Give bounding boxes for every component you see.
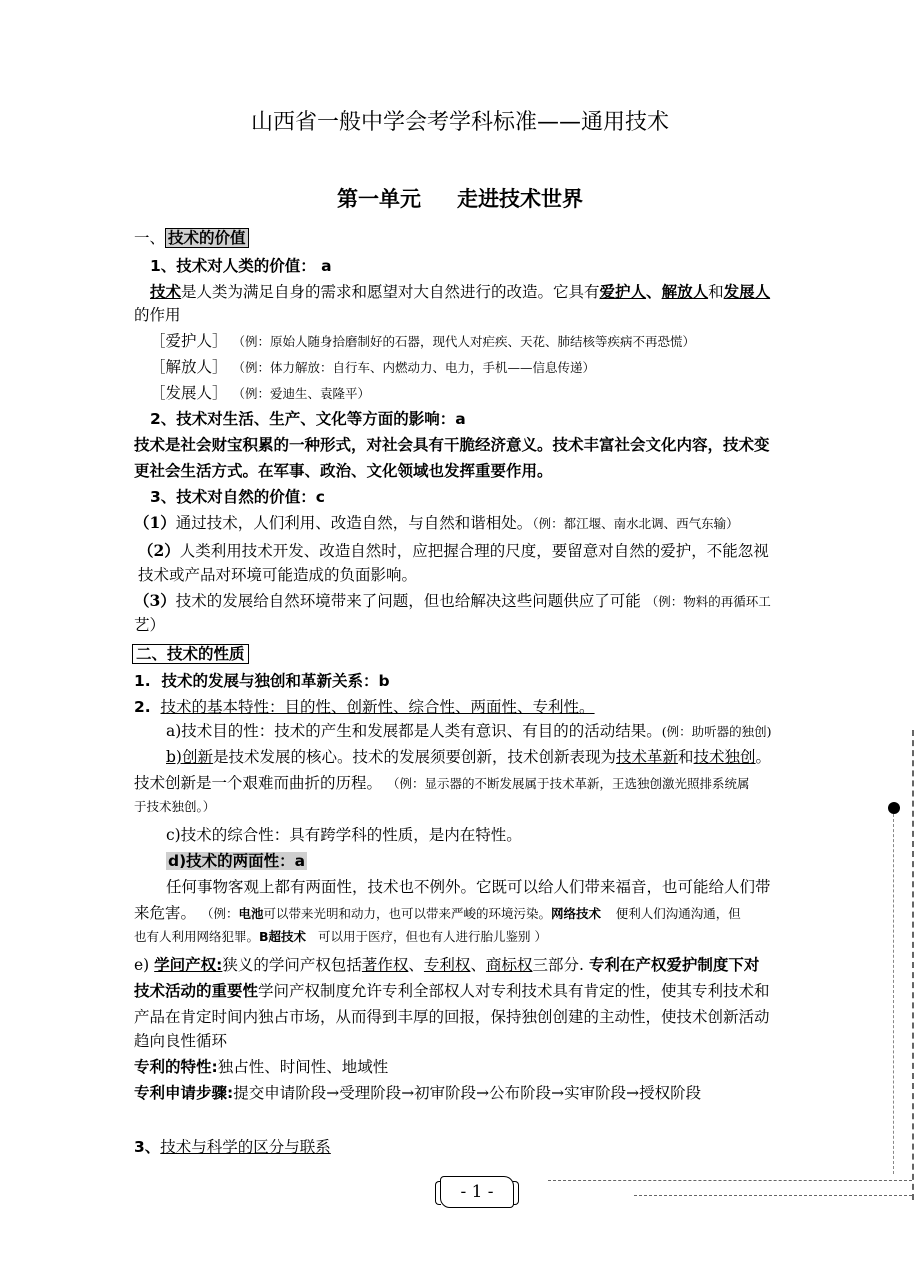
example-protect: ［爱护人］ （例：原始人随身拾磨制好的石器，现代人对疟疾、天花、肺结核等疾病不再恐慌） (150, 332, 695, 350)
trait-comprehensive: c)技术的综合性：具有跨学科的性质，是内在特性。 (166, 826, 522, 844)
margin-dashed-line (893, 814, 894, 1174)
paragraph-line: 技术是社会财宝积累的一种形式，对社会具有干脆经济意义。技术丰富社会文化内容，技术变 (134, 435, 770, 454)
footer-dashed-line (548, 1180, 912, 1181)
paragraph-line: 任何事物客观上都有两面性，技术也不例外。它既可以给人们带来福音，也可能给人们带 (166, 878, 771, 896)
example-liberate: ［解放人］ （例：体力解放：自行车、内燃动力、电力，手机——信息传递） (150, 358, 595, 376)
patent-features: 专利的特性:独占性、时间性、地域性 (134, 1058, 389, 1076)
subheading-1-2: 2、技术对生活、生产、文化等方面的影响：a (150, 410, 466, 428)
margin-dot-icon (888, 802, 900, 814)
paragraph-line: 技术或产品对环境可能造成的负面影响。 (138, 566, 418, 584)
paragraph-line: 也有人利用网络犯罪。B超技术 可以用于医疗，但也有人进行胎儿鉴别 ） (134, 929, 547, 944)
example-develop: ［发展人］ （例：爱迪生、袁隆平） (150, 384, 370, 402)
paragraph-line: 技术创新是一个艰难而曲折的历程。 （例：显示器的不断发展属于技术革新，王选独创激光照排系统属 (134, 774, 750, 792)
paragraph-line: 更社会生活方式。在军事、政治、文化领域也发挥重要作用。 (134, 461, 553, 480)
paragraph-line: 技术活动的重要性学问产权制度允许专利全部权人对专利技术具有肯定的性，使其专利技术和 (134, 982, 770, 1000)
unit-name: 走进技术世界 (457, 187, 583, 211)
trait-innovation: b)创新是技术发展的核心。技术的发展须要创新，技术创新表现为技术革新和技术独创。 (166, 748, 772, 766)
section1-title: 技术的价值 (165, 228, 249, 248)
unit-heading (0, 184, 920, 214)
item-2-2: 2. 技术的基本特性：目的性、创新性、综合性、两面性、专利性。 (134, 698, 595, 716)
unit-number: 第一单元 (337, 187, 421, 211)
section1-heading: 一、 技术的价值 (134, 227, 249, 249)
document-title: 山西省一般中学会考学科标准——通用技术 (250, 110, 669, 135)
paragraph-line: 产品在肯定时间内独占市场，从而得到丰厚的回报，保持独创创建的主动性，使技术创新活动 (134, 1008, 770, 1026)
page-number: - 1 - (440, 1176, 514, 1208)
paragraph-line: 的作用 (134, 306, 181, 324)
nature-point-1: （1）通过技术，人们利用、改造自然，与自然和谐相处。（例：都江堰、南水北调、西气东输） (134, 513, 739, 532)
paragraph-tech-definition: 技术是人类为满足自身的需求和愿望对大自然进行的改造。它具有爱护人、解放人和发展人 (150, 282, 771, 301)
paragraph-line: 于技术独创。） (134, 799, 216, 814)
ip-paragraph: e) 学问产权:狭义的学问产权包括著作权、专利权、商标权三部分. 专利在产权爱护制度下对 (134, 956, 760, 974)
trait-duality-heading: d)技术的两面性：a (168, 852, 306, 870)
paragraph-line: 来危害。 （例：电池可以带来光明和动力，也可以带来严峻的环境污染。网络技术 便利人们沟通沟通，但 (134, 904, 741, 922)
margin-dashed-line (912, 730, 914, 1200)
patent-steps: 专利申请步骤:提交申请阶段→受理阶段→初审阶段→公布阶段→实审阶段→授权阶段 (134, 1084, 702, 1102)
nature-point-3: （3）技术的发展给自然环境带来了问题，但也给解决这些问题供应了可能 （例：物料的再循环工 (134, 591, 771, 610)
section2-heading: 二、技术的性质 (132, 643, 249, 665)
paragraph-line: 艺） (134, 616, 166, 634)
subheading-1-3: 3、技术对自然的价值：c (150, 488, 325, 506)
item-2-3: 3、技术与科学的区分与联系 (134, 1138, 331, 1156)
paragraph-line: 趋向良性循环 (134, 1032, 228, 1050)
item-2-1: 1. 技术的发展与独创和革新关系：b (134, 672, 390, 690)
nature-point-2: （2）人类利用技术开发、改造自然时，应把握合理的尺度，要留意对自然的爱护，不能忽视 (138, 541, 769, 560)
subheading-1-1: 1、技术对人类的价值： a (150, 257, 332, 275)
footer-dashed-line (634, 1195, 912, 1196)
trait-purpose: a)技术目的性：技术的产生和发展都是人类有意识、有目的的活动结果。(例：助听器的独创) (166, 722, 772, 740)
